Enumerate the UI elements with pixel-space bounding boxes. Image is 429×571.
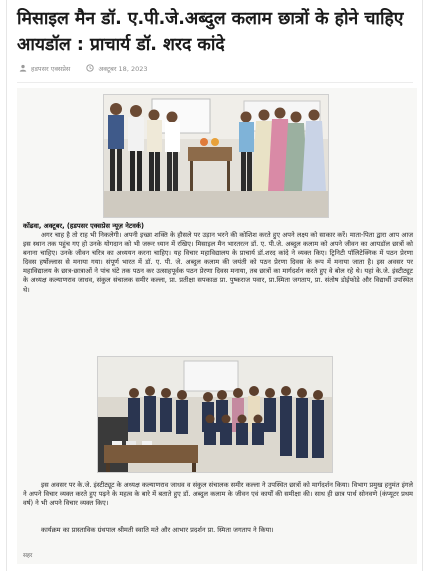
user-icon: [19, 64, 27, 72]
clipping-footer: सहर: [23, 553, 33, 559]
body-paragraph-1: अगर चाह है तो राह भी निकलेगी। अपनी इच्छा शक्ति के हौसले पर उड़ान भरने की कोशिश करते हुए अपने लक्ष्य को साकार करें। माता-पिता द्वारा आप आज इस स्थान तक पहुंच गए हो उनके योगदान को भी जरूर ध्यान में रखिए। मिसाइल मैन भारतरत्न डॉ. ए. पी.जे. अब्दुल कलाम को अपने जीवन का आयडॉल छात्रों को बनाना चाहिए। उनके जीवन चरित्र का अध्ययन करना चाहिए। यह विचार महाविद्यालय के प्राचार्य डॉ.शरद कांदे ने व्यक्त किए। ट्रिनिटी पॉलिटेक्निक में पठन प्रेरणा दिवस हर्षोल्लास से मनाया गया। संपूर्ण भारत में डॉ. ए. पी. जे. अब्दुल कलाम की जयंती को पठन प्रेरणा दिवस के रूप में मनाया जाता है। इस अवसर पर महाविद्यालय के छात्र-छात्राओं ने पांच घंटे तक पठन कर उत्साहपूर्वक पठन प्रेरणा दिवस मनाया, तब छात्रों का मार्गदर्शन करते हुए वे बोल रहे थे। यहां के.जे. इंस्टीट्यूट के अध्यक्ष कल्याणराव जाधव, संकुल संचालक समीर कल्ला, प्रा. प्रतीक्षा सपकाळ प्रा. पुष्कराज पवार, प्रा.स्मिता जगताप, प्रा. संतोष डोईफोडे और विद्यार्थी उपस्थित थे।: [23, 231, 413, 294]
body-paragraph-3: कार्यक्रम का प्रास्ताविक ग्रंथपाल श्रीमती स्वाति मते और आभार प्रदर्शन प्रा. स्मिता जगताप ने किया।: [41, 526, 274, 534]
divider: [17, 82, 413, 83]
publish-date: अक्टूबर 18, 2023: [98, 64, 148, 73]
clock-icon: [86, 64, 94, 72]
dateline: कोंढवा, अक्टूबर, (हडपसर एक्सप्रेस न्यूज़ नेटवर्क): [23, 222, 144, 230]
body-paragraph-2: इस अवसर पर के.जे. इंस्टीट्यूट के अध्यक्ष कल्याणराव जाधव व संकुल संचालक समीर कल्ला ने उपस्थित छात्रों को मार्गदर्शन किया। विभाग प्रमुख हनुमंत इंगले ने अपने विचार व्यक्त करते हुए पढ़ने के महत्व के बारे में बताते हुए डॉ. अब्दुल कलाम के जीवन एवं कार्यों की समीक्षा की। साथ ही छात्र पार्थ सोनवणे (कंप्यूटर प्रथम वर्ष) ने भी अपने विचार व्यक्त किए।: [23, 481, 413, 508]
group-photo-students: [97, 356, 333, 473]
article-meta: [19, 62, 148, 74]
article-card: [6, 0, 423, 571]
article-headline: मिसाइल मैन डॉ. ए.पी.जे.अब्दुल कलाम छात्रों के होने चाहिए आयडॉल : प्राचार्य डॉ. शरद कांदे: [17, 9, 404, 55]
group-photo-staff: [103, 94, 329, 218]
author-name[interactable]: हडपसर एक्सप्रेस: [31, 64, 71, 73]
newspaper-clipping: [17, 88, 417, 564]
